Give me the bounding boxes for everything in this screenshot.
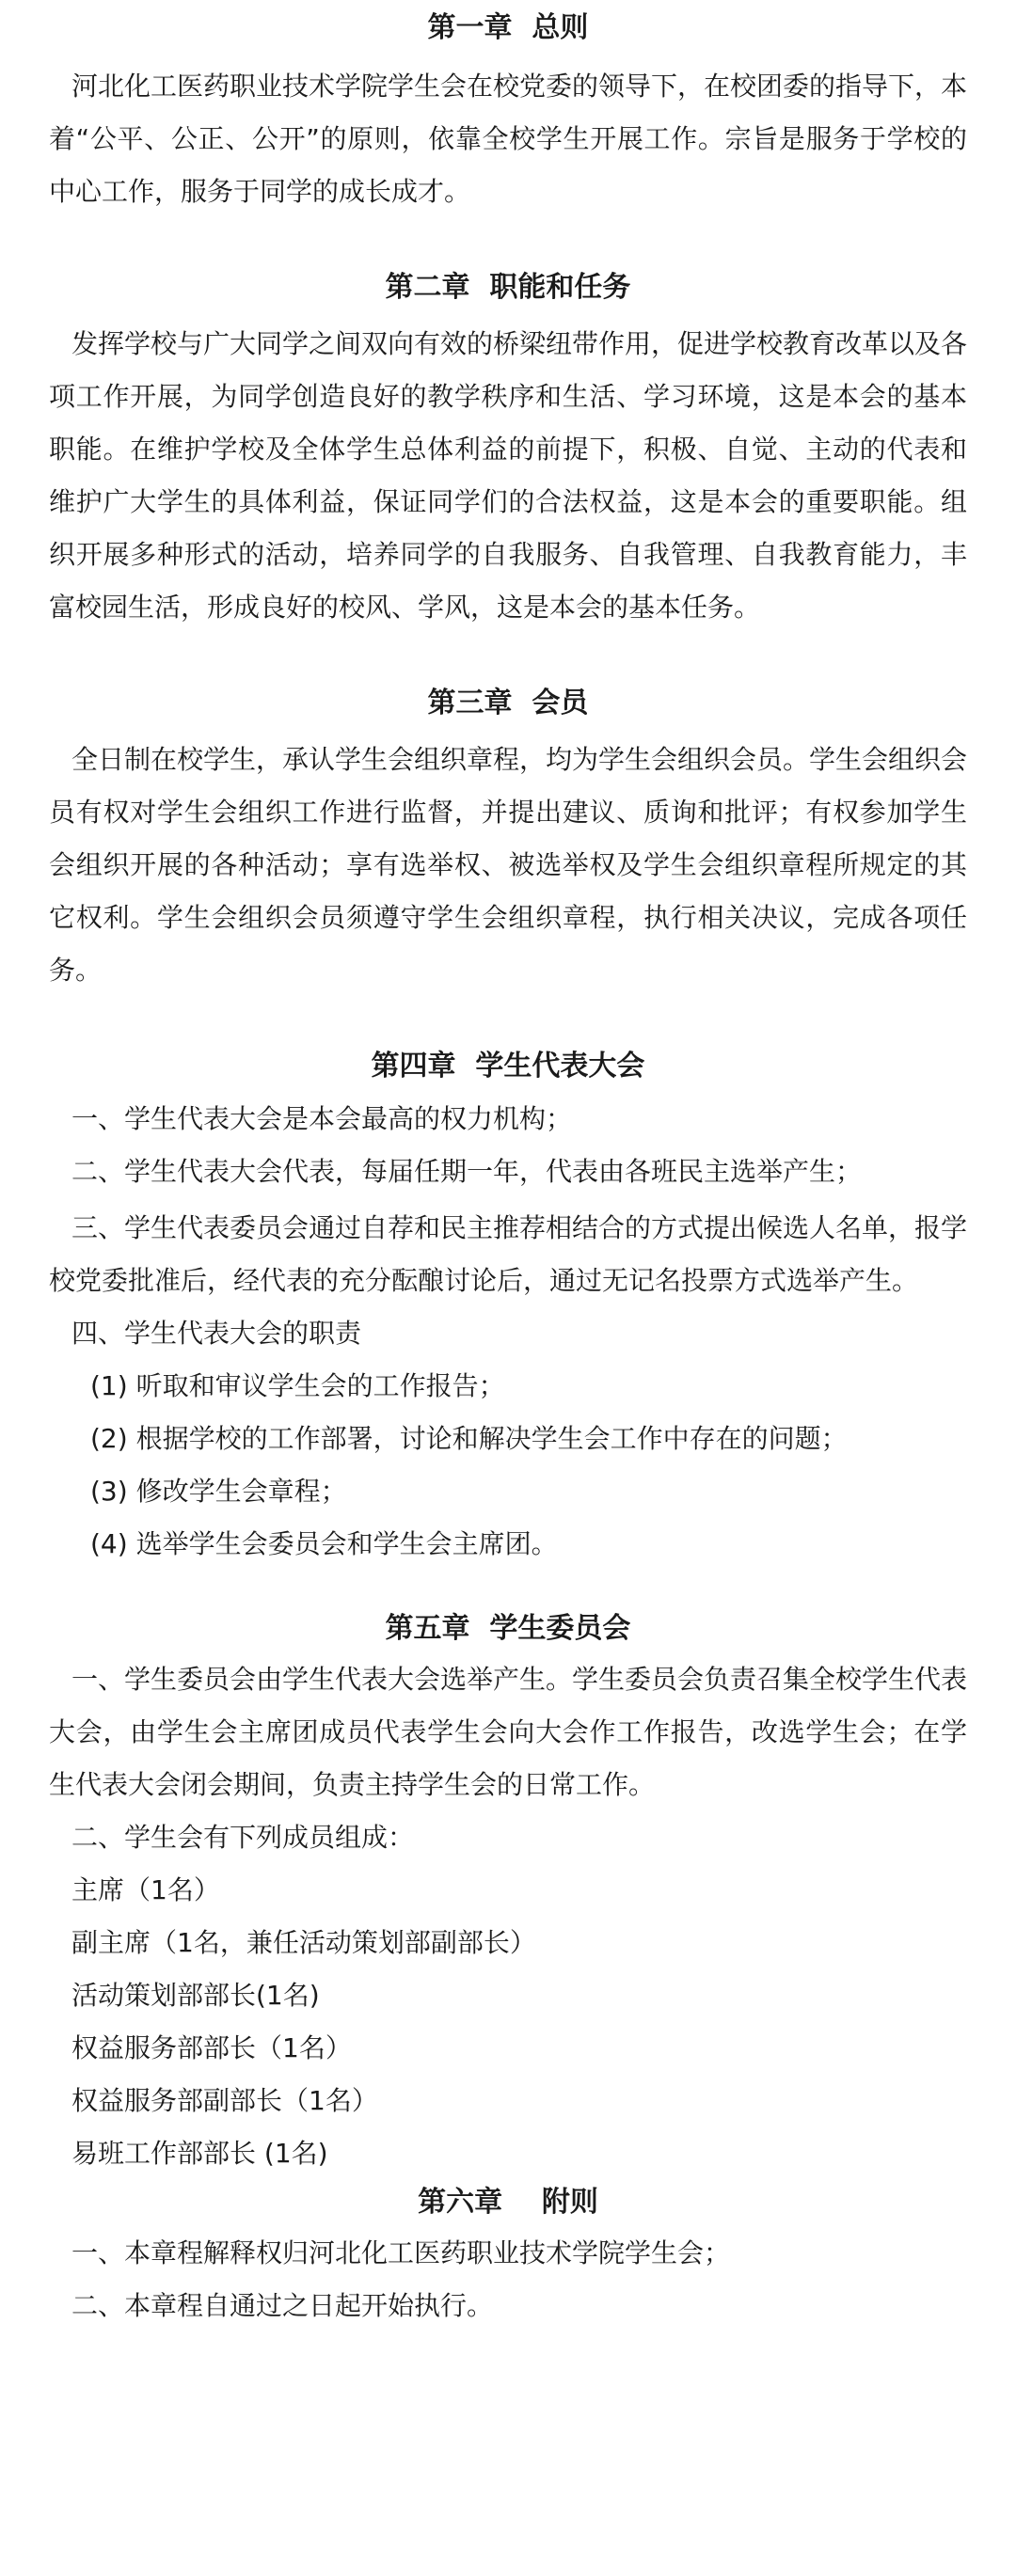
member-item: 活动策划部部长(1名) — [71, 1980, 320, 2011]
member-item: 副主席（1名，兼任活动策划部副部长） — [71, 1927, 536, 1958]
chapter-5-item-2: 二、学生会有下列成员组成： — [71, 1822, 415, 1853]
chapter-6-title: 第六章 附则 — [418, 2186, 598, 2219]
chapter-6-item-1: 一、本章程解释权归河北化工医药职业技术学院学生会； — [71, 2237, 731, 2268]
member-item: 权益服务部副部长（1名） — [71, 2085, 378, 2116]
chapter-4-item-1: 一、学生代表大会是本会最高的权力机构； — [71, 1103, 573, 1134]
chapter-2-paragraph: 发挥学校与广大同学之间双向有效的桥梁纽带作用，促进学校教育改革以及各项工作开展，为同学创造良好的教学秩序和生活、学习环境，这是本会的基本职能。在维护学校及全体学生总体利益的前提下，积极、自觉、主动的代表和维护广大学生的具体利益，保证同学们的合法权益，这是本会的重要职能。组织开展多种形式的活动，培养同学的自我服务、自我管理、自我教育能力，丰富校园生活，形成良好的校风、学风，这是本会的基本任务。 — [49, 328, 968, 623]
chapter-6 — [49, 2182, 967, 2332]
chapter-5-title: 第五章 学生委员会 — [385, 1612, 631, 1645]
member-item: 易班工作部部长 (1名) — [71, 2138, 328, 2169]
chapter-4-item-3: 三、学生代表委员会通过自荐和民主推荐相结合的方式提出候选人名单，报学校党委批准后，经代表的充分酝酿讨论后，通过无记名投票方式选举产生。 — [49, 1212, 968, 1296]
chapter-5 — [49, 1608, 967, 2180]
duty-item: (1) 听取和审议学生会的工作报告； — [90, 1370, 505, 1401]
chapter-2 — [49, 267, 967, 634]
chapter-2-title: 第二章 职能和任务 — [385, 271, 631, 304]
duty-item: (3) 修改学生会章程； — [90, 1476, 347, 1507]
chapter-1-paragraph: 河北化工医药职业技术学院学生会在校党委的领导下，在校团委的指导下，本着“公平、公正、公开”的原则，依靠全校学生开展工作。宗旨是服务于学校的中心工作，服务于同学的成长成才。 — [49, 71, 968, 207]
chapter-5-item-1: 一、学生委员会由学生代表大会选举产生。学生委员会负责召集全校学生代表大会，由学生会主席团成员代表学生会向大会作工作报告，改选学生会；在学生代表大会闭会期间，负责主持学生会的日常工作。 — [49, 1664, 968, 1800]
member-item: 主席（1名） — [71, 1874, 220, 1905]
chapter-4 — [49, 1046, 967, 1571]
chapter-1 — [49, 0, 967, 218]
chapter-3-paragraph: 全日制在校学生，承认学生会组织章程，均为学生会组织会员。学生会组织会员有权对学生会组织工作进行监督，并提出建议、质询和批评；有权参加学生会组织开展的各种活动；享有选举权、被选举权及学生会组织章程所规定的其它权利。学生会组织会员须遵守学生会组织章程，执行相关决议，完成各项任务。 — [49, 744, 968, 986]
chapter-4-item-2: 二、学生代表大会代表，每届任期一年，代表由各班民主选举产生； — [71, 1156, 863, 1187]
chapter-4-item-4: 四、学生代表大会的职责 — [71, 1318, 362, 1349]
chapter-3 — [49, 683, 967, 997]
chapter-1-title: 第一章 总则 — [427, 11, 589, 44]
chapter-3-title: 第三章 会员 — [427, 687, 589, 719]
duty-item: (2) 根据学校的工作部署，讨论和解决学生会工作中存在的问题； — [90, 1423, 848, 1454]
duty-item: (4) 选举学生会委员会和学生会主席团。 — [90, 1528, 558, 1559]
chapter-6-item-2: 二、本章程自通过之日起开始执行。 — [71, 2290, 494, 2321]
chapter-4-title: 第四章 学生代表大会 — [371, 1050, 645, 1083]
member-item: 权益服务部部长（1名） — [71, 2032, 352, 2063]
